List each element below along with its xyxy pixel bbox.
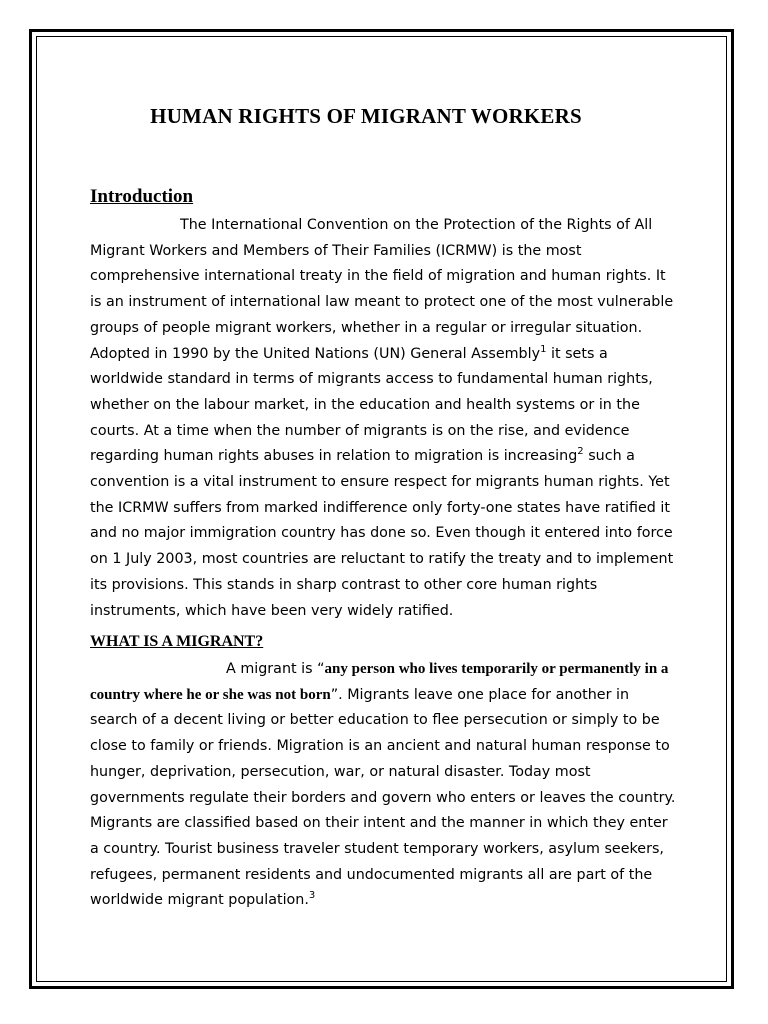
intro-text-b: it sets a worldwide standard in terms of migrants access to fundamental human rights, whether on the labour market, in the education and health systems or in the courts. At a time when the number of migrants is on the rise, and evidence regarding human rights abuses in relation to migration is increasing <box>90 345 653 465</box>
what-is-a-migrant-heading: WHAT IS A MIGRANT? <box>90 633 264 650</box>
footnote-marker-2: 2 <box>577 446 584 458</box>
intro-text-a: The International Convention on the Protection of the Rights of All Migrant Workers and Members of Their Families (ICRMW) is the most comprehensive international treaty in the field of migration and human rights. It is an instrument of international law meant to protect one of the most vulnerable groups of people migrant workers, whether in a regular or irregular situation. Adopted in 1990 by the United Nations (UN) General Assembly <box>90 217 674 362</box>
migrant-definition: any person who lives temporarily or permanently in a country where he or she was not born <box>90 661 669 703</box>
migrant-paragraph <box>90 657 680 914</box>
document-title: HUMAN RIGHTS OF MIGRANT WORKERS <box>150 104 582 128</box>
migrant-text: ”. Migrants leave one place for another in search of a decent living or better education to flee persecution or simply to be close to family or friends. Migration is an ancient and natural human response to hunger, deprivation, persecution, war, or natural disaster. Today most governments regulate their borders and govern who enters or leaves the country. Migrants are classified based on their intent and the manner in which they enter a country. Tourist business traveler student temporary workers, asylum seekers, refugees, permanent residents and undocumented migrants all are part of the worldwide migrant population. <box>90 686 676 909</box>
footnote-marker-3: 3 <box>308 890 316 902</box>
introduction-paragraph <box>90 213 680 624</box>
intro-text-c: such a convention is a vital instrument to ensure respect for migrants human rights. Yet the ICRMW suffers from marked indifference only forty-one states have ratified it and no major immigration country has done so. Even though it entered into force on 1 July 2003, most countries are reluctant to ratify the treaty and to implement its provisions. This stands in sharp contrast to other core human rights instruments, which have been very widely ratified. <box>90 448 674 619</box>
footnote-marker-1: 1 <box>540 343 547 355</box>
migrant-lead: A migrant is “ <box>226 661 325 677</box>
introduction-heading: Introduction <box>90 186 194 207</box>
